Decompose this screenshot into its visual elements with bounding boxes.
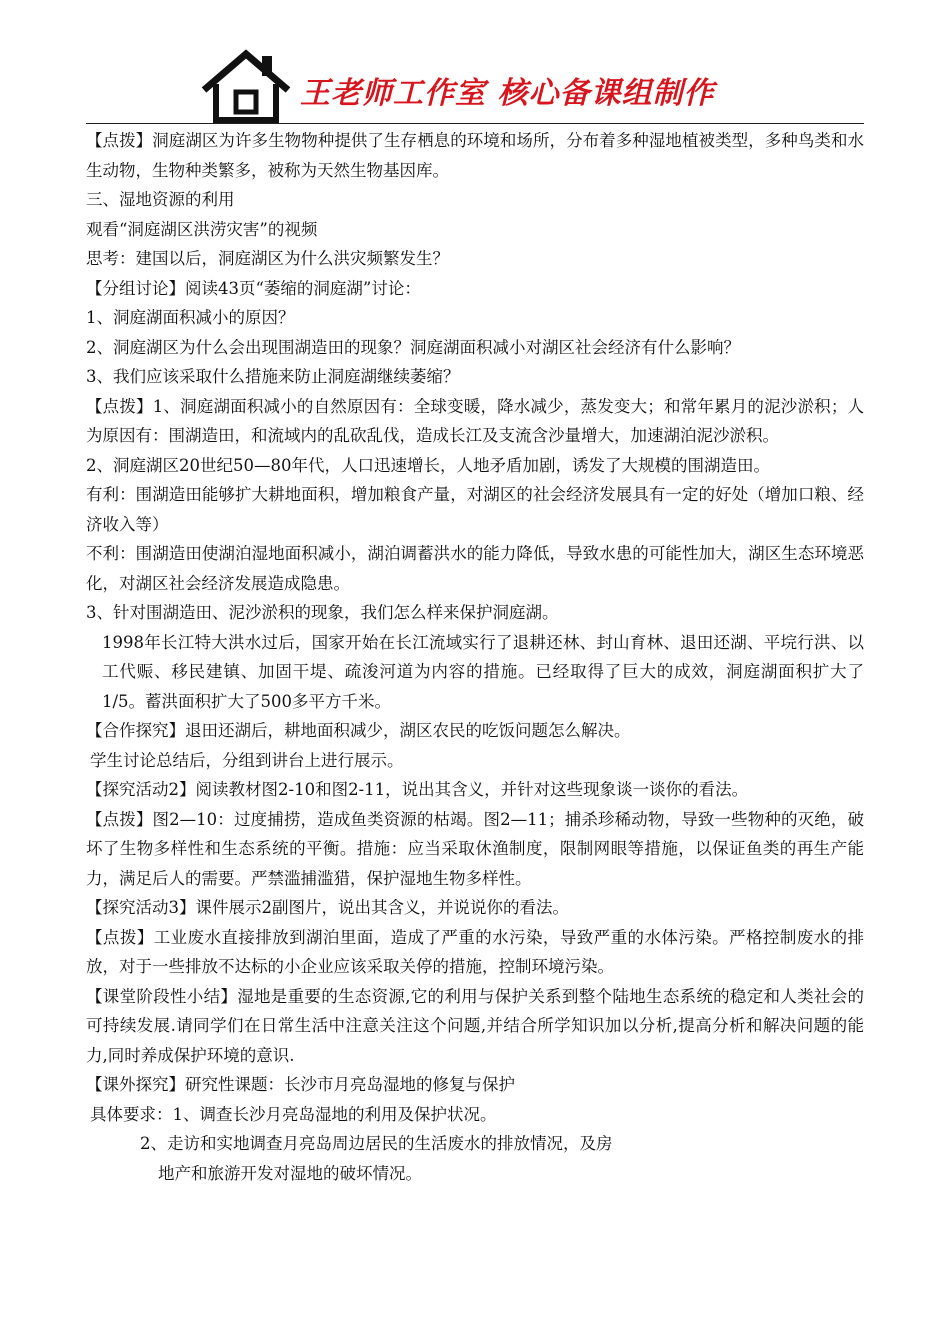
answer-harm: 不利：围湖造田使湖泊湿地面积减小，湖泊调蓄洪水的能力降低，导致水患的可能性加大，湖区生态环境恶化，对湖区社会经济发展造成隐患。 <box>86 544 864 593</box>
paragraph-group-discussion <box>86 274 864 304</box>
section-heading: 三、湿地资源的利用 <box>86 190 235 209</box>
question-2: 2、洞庭湖区为什么会出现围湖造田的现象？洞庭湖面积减小对湖区社会经济有什么影响？ <box>86 337 740 357</box>
paragraph-text: 研究性课题：长沙市月亮岛湿地的修复与保护 <box>185 1075 515 1094</box>
paragraph-text: 退田还湖后，耕地面积减少，湖区农民的吃饭问题怎么解决。 <box>185 721 631 740</box>
question-1: 1、洞庭湖面积减小的原因？ <box>86 308 295 327</box>
requirement-2: 2、走访和实地调查月亮岛周边居民的生活废水的排放情况，及房 <box>140 1134 613 1153</box>
paragraph-tip-3 <box>86 805 864 894</box>
paragraph-tip-2 <box>86 392 864 451</box>
paragraph-text: 1、洞庭湖面积减小的自然原因有：全球变暖，降水减少，蒸发变大；和常年累月的泥沙淤积；人为原因有：围湖造田，和流域内的乱砍乱伐，造成长江及支流含沙量增大，加速湖泊泥沙淤积。 <box>86 396 865 445</box>
page-header <box>0 40 950 125</box>
paragraph-summary <box>86 982 864 1071</box>
tag-label: 【课堂阶段性小结】 <box>86 986 238 1006</box>
paragraph-cooperative <box>86 716 864 746</box>
paragraph-text: 阅读43页“萎缩的洞庭湖”讨论： <box>185 278 421 298</box>
tag-label: 【课外探究】 <box>86 1075 185 1094</box>
paragraph-text: 工业废水直接排放到湖泊里面，造成了严重的水污染，导致严重的水体污染。严格控制废水的排放，对于一些排放不达标的小企业应该采取关停的措施，控制环境污染。 <box>86 927 865 976</box>
tag-label: 【探究活动3】 <box>86 898 196 917</box>
paragraph-tip-4 <box>86 923 864 982</box>
house-icon <box>200 48 292 124</box>
paragraph-tip-1 <box>86 126 864 185</box>
paragraph-1998-flood: 1998年长江特大洪水过后，国家开始在长江流域实行了退耕还林、封山育林、退田还湖、平垸行洪、以工代赈、移民建镇、加固干堤、疏浚河道为内容的措施。已经取得了巨大的成效，洞庭湖面积扩大了1/5。蓄洪面积扩大了500多平方千米。 <box>102 632 864 711</box>
header-divider <box>86 123 864 124</box>
paragraph-text: 洞庭湖区为许多生物物种提供了生存栖息的环境和场所，分布着多种湿地植被类型，多种鸟类和水生动物，生物种类繁多，被称为天然生物基因库。 <box>86 131 865 180</box>
requirement-1: 具体要求：1、调查长沙月亮岛湿地的利用及保护状况。 <box>90 1104 497 1124</box>
tag-label: 【探究活动2】 <box>86 780 196 799</box>
tag-label: 【点拨】 <box>86 809 153 829</box>
tag-label: 【合作探究】 <box>86 721 185 740</box>
paragraph-text: 湿地是重要的生态资源,它的利用与保护关系到整个陆地生态系统的稳定和人类社会的可持续发展.请同学们在日常生活中注意关注这个问题,并结合所学知识加以分析,提高分析和解决问题的能力,同时养成保护环境的意识. <box>86 986 865 1065</box>
paragraph-think: 思考：建国以后，洞庭湖区为什么洪灾频繁发生？ <box>86 249 449 268</box>
tag-label: 【点拨】 <box>86 927 154 947</box>
paragraph-text: 图2—10：过度捕捞，造成鱼类资源的枯竭。图2—11；捕杀珍稀动物，导致一些物种的灭绝，破坏了生物多样性和生态系统的平衡。措施：应当采取休渔制度，限制网眼等措施，以保证鱼类的再生产能力，满足后人的需要。严禁滥捕滥猎，保护湿地生物多样性。 <box>86 809 864 888</box>
answer-3: 3、针对围湖造田、泥沙淤积的现象，我们怎么样来保护洞庭湖。 <box>86 603 559 622</box>
tag-label: 【点拨】 <box>86 131 153 150</box>
question-3: 3、我们应该采取什么措施来防止洞庭湖继续萎缩？ <box>86 367 460 386</box>
requirement-2-continued: 地产和旅游开发对湿地的破坏情况。 <box>158 1163 422 1183</box>
paragraph-activity-2 <box>86 775 864 805</box>
answer-benefit: 有利：围湖造田能够扩大耕地面积，增加粮食产量，对湖区的社会经济发展具有一定的好处（增加口粮、经济收入等） <box>86 485 864 534</box>
document-body <box>86 126 864 1188</box>
paragraph-video: 观看“洞庭湖区洪涝灾害”的视频 <box>86 219 318 239</box>
paragraph-text: 课件展示2副图片，说出其含义，并说说你的看法。 <box>195 898 569 917</box>
paragraph-activity-3 <box>86 893 864 923</box>
answer-2: 2、洞庭湖区20世纪50—80年代，人口迅速增长，人地矛盾加剧，诱发了大规模的围湖造田。 <box>86 455 770 475</box>
tag-label: 【点拨】 <box>86 396 153 416</box>
paragraph-extracurricular <box>86 1070 864 1100</box>
tag-label: 【分组讨论】 <box>86 278 185 298</box>
paragraph-student-summary: 学生讨论总结后，分组到讲台上进行展示。 <box>90 750 404 770</box>
paragraph-text: 阅读教材图2-10和图2-11，说出其含义，并针对这些现象谈一谈你的看法。 <box>195 780 749 799</box>
brand-title: 王老师工作室 核心备课组制作 <box>300 76 715 111</box>
